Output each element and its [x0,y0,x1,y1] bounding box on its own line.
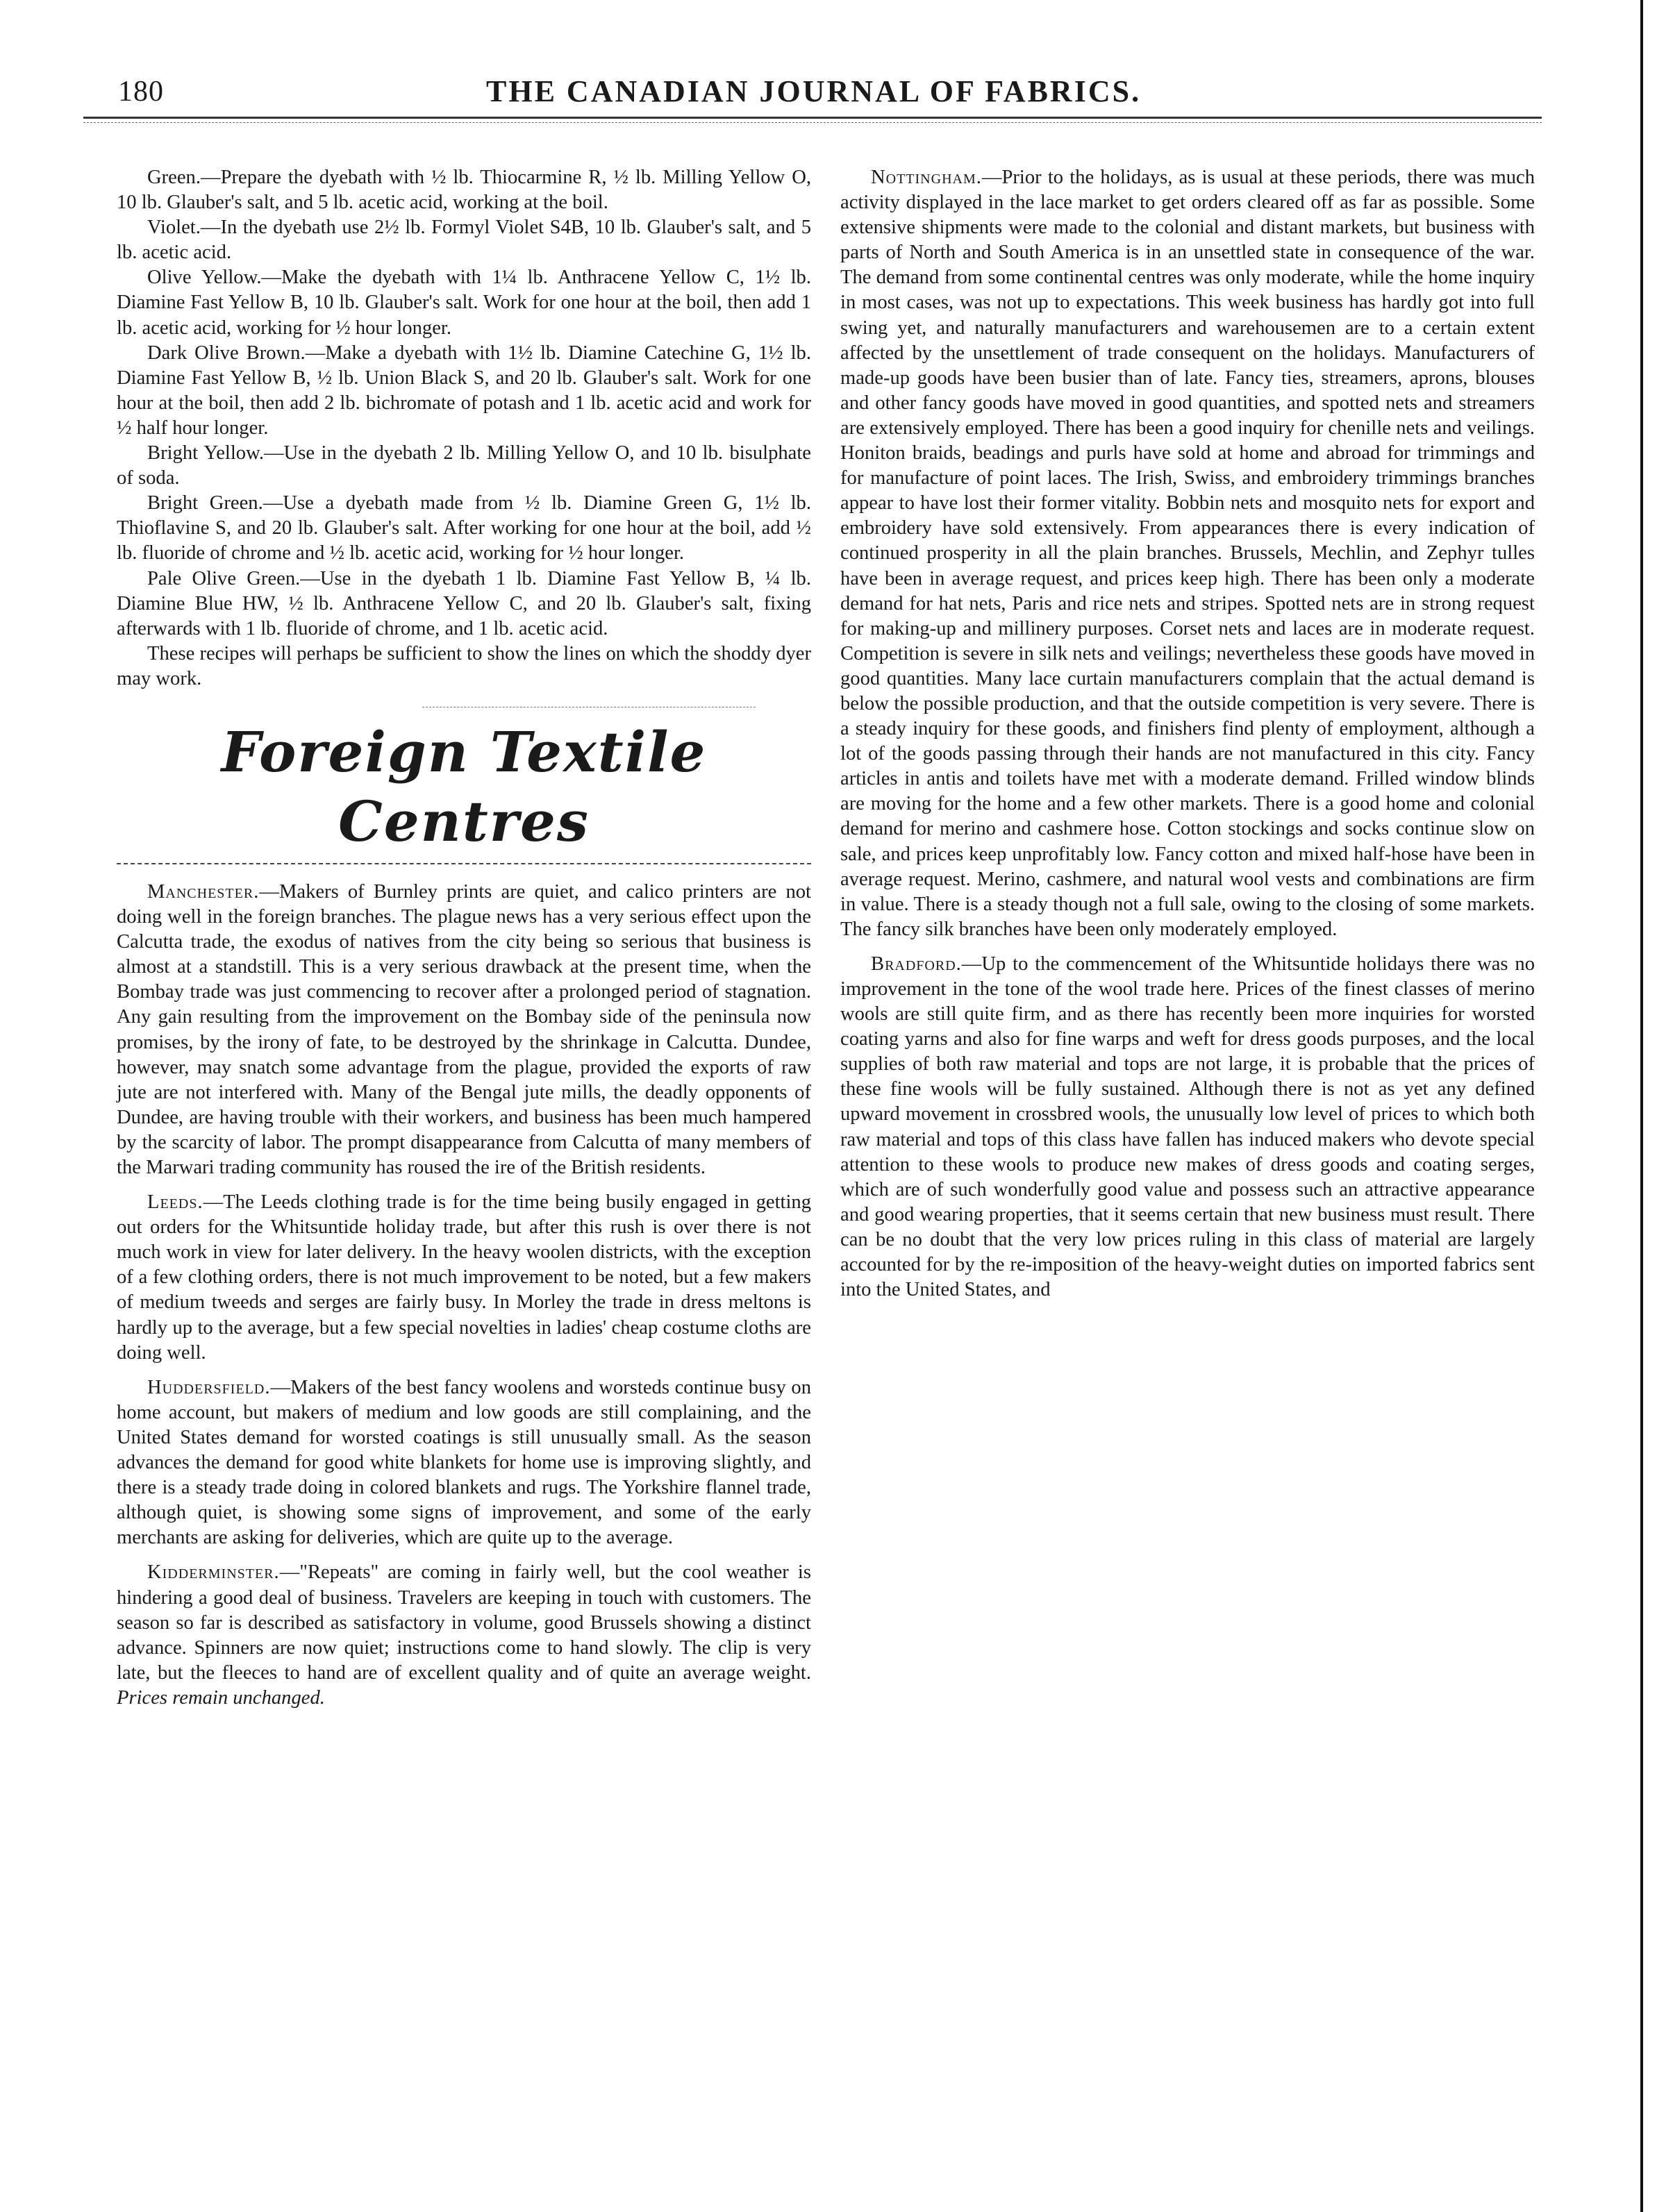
city-lead-manchester: Manchester. [147,880,260,903]
recipe-paragraph: Bright Yellow.—Use in the dyebath 2 lb. Milling Yellow O, and 10 lb. bisulphate of soda. [117,442,811,489]
recipe-paragraph: Dark Olive Brown.—Make a dyebath with 1½ lb. Diamine Catechine G, 1½ lb. Diamine Fast Yellow B, ½ lb. Union Black S, and 20 lb. Glauber's salt. Work for one hour at the boil, then add 2 lb. bichromate of potash and 1 lb. acetic acid and work for ½ half hour longer. [117,342,811,439]
recipe-paragraph: Olive Yellow.—Make the dyebath with 1¼ lb. Anthracene Yellow C, 1½ lb. Diamine Fast Yellow B, 10 lb. Glauber's salt. Work for one hour at the boil, then add 1 lb. acetic acid, working for ½ hour longer. [117,267,811,339]
report-text: —"Repeats" are coming in fairly well, but the cool weather is hindering a good deal of business. Travelers are keeping in touch with customers. The season so far is described as satisfactory in volume, good Brussels showing a distinct advance. Spinners are now quiet; instructions come to hand slowly. The clip is very late, but the fleeces to hand are of excellent quality and of quite an average weight. [117,1561,811,1684]
report-italic-tail: Prices remain unchanged. [117,1686,325,1709]
header-rule-secondary [83,122,1542,123]
header-rule [83,117,1542,119]
report-leeds [117,1190,811,1366]
left-column [117,165,811,1711]
city-lead-bradford: Bradford. [871,953,962,975]
recipe-paragraph: Violet.—In the dyebath use 2½ lb. Formyl Violet S4B, 10 lb. Glauber's salt, and 5 lb. acetic acid. [117,217,811,264]
report-kidderminster [117,1560,811,1711]
report-huddersfield [117,1375,811,1551]
recipe-paragraph: Pale Olive Green.—Use in the dyebath 1 lb. Diamine Fast Yellow B, ¼ lb. Diamine Blue HW, ½ lb. Anthracene Yellow C, and 20 lb. Glauber's salt, fixing afterwards with 1 lb. fluoride of chrome, and 1 lb. acetic acid. [117,567,811,639]
recipe-paragraph: Green.—Prepare the dyebath with ½ lb. Thiocarmine R, ½ lb. Milling Yellow O, 10 lb. Glauber's salt, and 5 lb. acetic acid, working at the boil. [117,167,811,214]
city-lead-leeds: Leeds. [147,1191,203,1214]
report-manchester [117,880,811,1180]
section-rule [117,863,811,864]
recipe-paragraph: Bright Green.—Use a dyebath made from ½ lb. Diamine Green G, 1½ lb. Thioflavine S, and 20 lb. Glauber's salt. After working for one hour at the boil, add ½ lb. fluoride of chrome and ½ lb. acetic acid, working for ½ hour longer. [117,492,811,564]
recipe-closing-paragraph: These recipes will perhaps be sufficient to show the lines on which the shoddy dyer may work. [117,642,811,689]
city-lead-nottingham: Nottingham. [871,167,982,188]
section-title: Foreign Textile Centres [221,719,707,854]
report-text: —Makers of Burnley prints are quiet, and calico printers are not doing well in the foreign branches. The plague news has a very serious effect upon the Calcutta trade, the exodus of natives from the city being so serious that business is almost at a standstill. This is a very serious drawback at the present time, when the Bombay trade was just commencing to recover after a prolonged period of stagnation. Any gain resulting from the improvement on the Bombay side of the peninsula now promises, by the irony of fate, to be destroyed by the shrinkage in Calcutta. Dundee, however, may snatch some advantage from the plague, provided the exports of raw jute are not interfered with. Many of the Bengal jute mills, the deadly opponents of Dundee, are having trouble with their workers, and business has been much hampered by the scarcity of labor. The prompt disappearance from Calcutta of many members of the Marwari trading community has roused the ire of the British residents. [117,880,811,1178]
report-text: —The Leeds clothing trade is for the time being busily engaged in getting out orders for the Whitsuntide holiday trade, but after this rush is over there is not much work in view for later delivery. In the heavy woolen districts, with the exception of a few clothing orders, there is not much improvement to be noted, but a few makers of medium tweeds and serges are fairly busy. In Morley the trade in dress meltons is hardly up to the average, but a few special novelties in ladies' cheap costume cloths are doing well. [117,1191,811,1364]
report-bradford [840,952,1535,1302]
report-text: —Prior to the holidays, as is usual at these periods, there was much activity displayed in the lace market to get orders cleared off as far as possible. Some extensive shipments were made to the colonial and distant markets, but business with parts of North and South America is in an unsettled state in consequence of the war. The demand from some continental centres was only moderate, while the home inquiry in most cases, was not up to expectations. This week business has hardly got into full swing yet, and naturally manufacturers and warehousemen are to a certain extent affected by the unsettlement of trade consequent on the holidays. Manufacturers of made-up goods have been busier than of late. Fancy ties, streamers, aprons, blouses and other fancy goods have moved in good quantities, and spotted nets and streamers are extensively employed. There has been a good inquiry for chenille nets and veilings. Honiton braids, beadings and purls have sold at home and abroad for trimmings and for manufacture of point laces. The Irish, Swiss, and embroidery trimmings branches appear to have lost their former vitality. Bobbin nets and mosquito nets for export and embroidery have sold extensively. From appearances there is every indication of continued prosperity in all the plain branches. Brussels, Mechlin, and Zephyr tulles have been in average request, and prices keep high. There has been only a moderate demand for hat nets, Paris and rice nets and stripes. Spotted nets are in strong request for making-up and millinery purposes. Corset nets and laces are in moderate request. Competition is severe in silk nets and veilings; nevertheless these goods have moved in good quantities. Many lace curtain manufacturers complain that the actual demand is below the possible production, and that the outside competition is very severe. There is a steady inquiry for these goods, and finishers find plenty of employment, although a lot of the goods passing through their hands are not manufactured in this city. Fancy articles in antis and toilets have met with a moderate demand. Frilled window blinds are moving for the home and a few other markets. There is a good home and colonial demand for merino and cashmere hose. Cotton stockings and socks continue slow on sale, and prices keep unprofitably low. Fancy cotton and mixed half-hose have been in average request. Merino, cashmere, and natural wool vests and combinations are firm in value. There is a steady though not a full sale, owing to the closing of some markets. The fancy silk branches have been only moderately employed. [840,167,1535,940]
section-heading-block [117,707,811,864]
page-number: 180 [118,76,164,108]
city-lead-kidderminster: Kidderminster. [147,1561,280,1584]
report-nottingham [840,165,1535,942]
city-lead-huddersfield: Huddersfield. [147,1376,271,1398]
report-text: —Makers of the best fancy woolens and worsteds continue busy on home account, but makers of medium and low goods are still complaining, and the United States demand for worsted coatings is still unusually small. As the season advances the demand for good white blankets for home use is improving slightly, and there is a steady trade doing in colored blankets and rugs. The Yorkshire flannel trade, although quiet, is showing some signs of improvement, and some of the early merchants are asking for deliveries, which are quite up to the average. [117,1376,811,1549]
report-text: —Up to the commencement of the Whitsuntide holidays there was no improvement in the tone of the wool trade here. Prices of the finest classes of merino wools are still quite firm, and as there has recently been more inquiries for worsted coating yarns and also for fine warps and weft for dress goods purposes, and the local supplies of both raw material and tops are not large, it is probable that the prices of these fine wools will be fully sustained. Although there is not as yet any defined upward movement in crossbred wools, the unusually low level of prices to which both raw material and tops of this class have fallen has induced makers who devote special attention to these wools to produce new makes of dress goods and coating serges, which are of such wonderfully good value and possess such an attractive appearance and good wearing properties, that it seems certain that new business must result. There can be no doubt that the very low prices ruling in this class of material are largely accounted for by the re-imposition of the heavy-weight duties on imported fabrics sent into the United States, and [840,953,1535,1301]
right-column [840,165,1535,1302]
scan-margin-line [1640,0,1643,2212]
running-title: THE CANADIAN JOURNAL OF FABRICS. [486,74,1142,108]
